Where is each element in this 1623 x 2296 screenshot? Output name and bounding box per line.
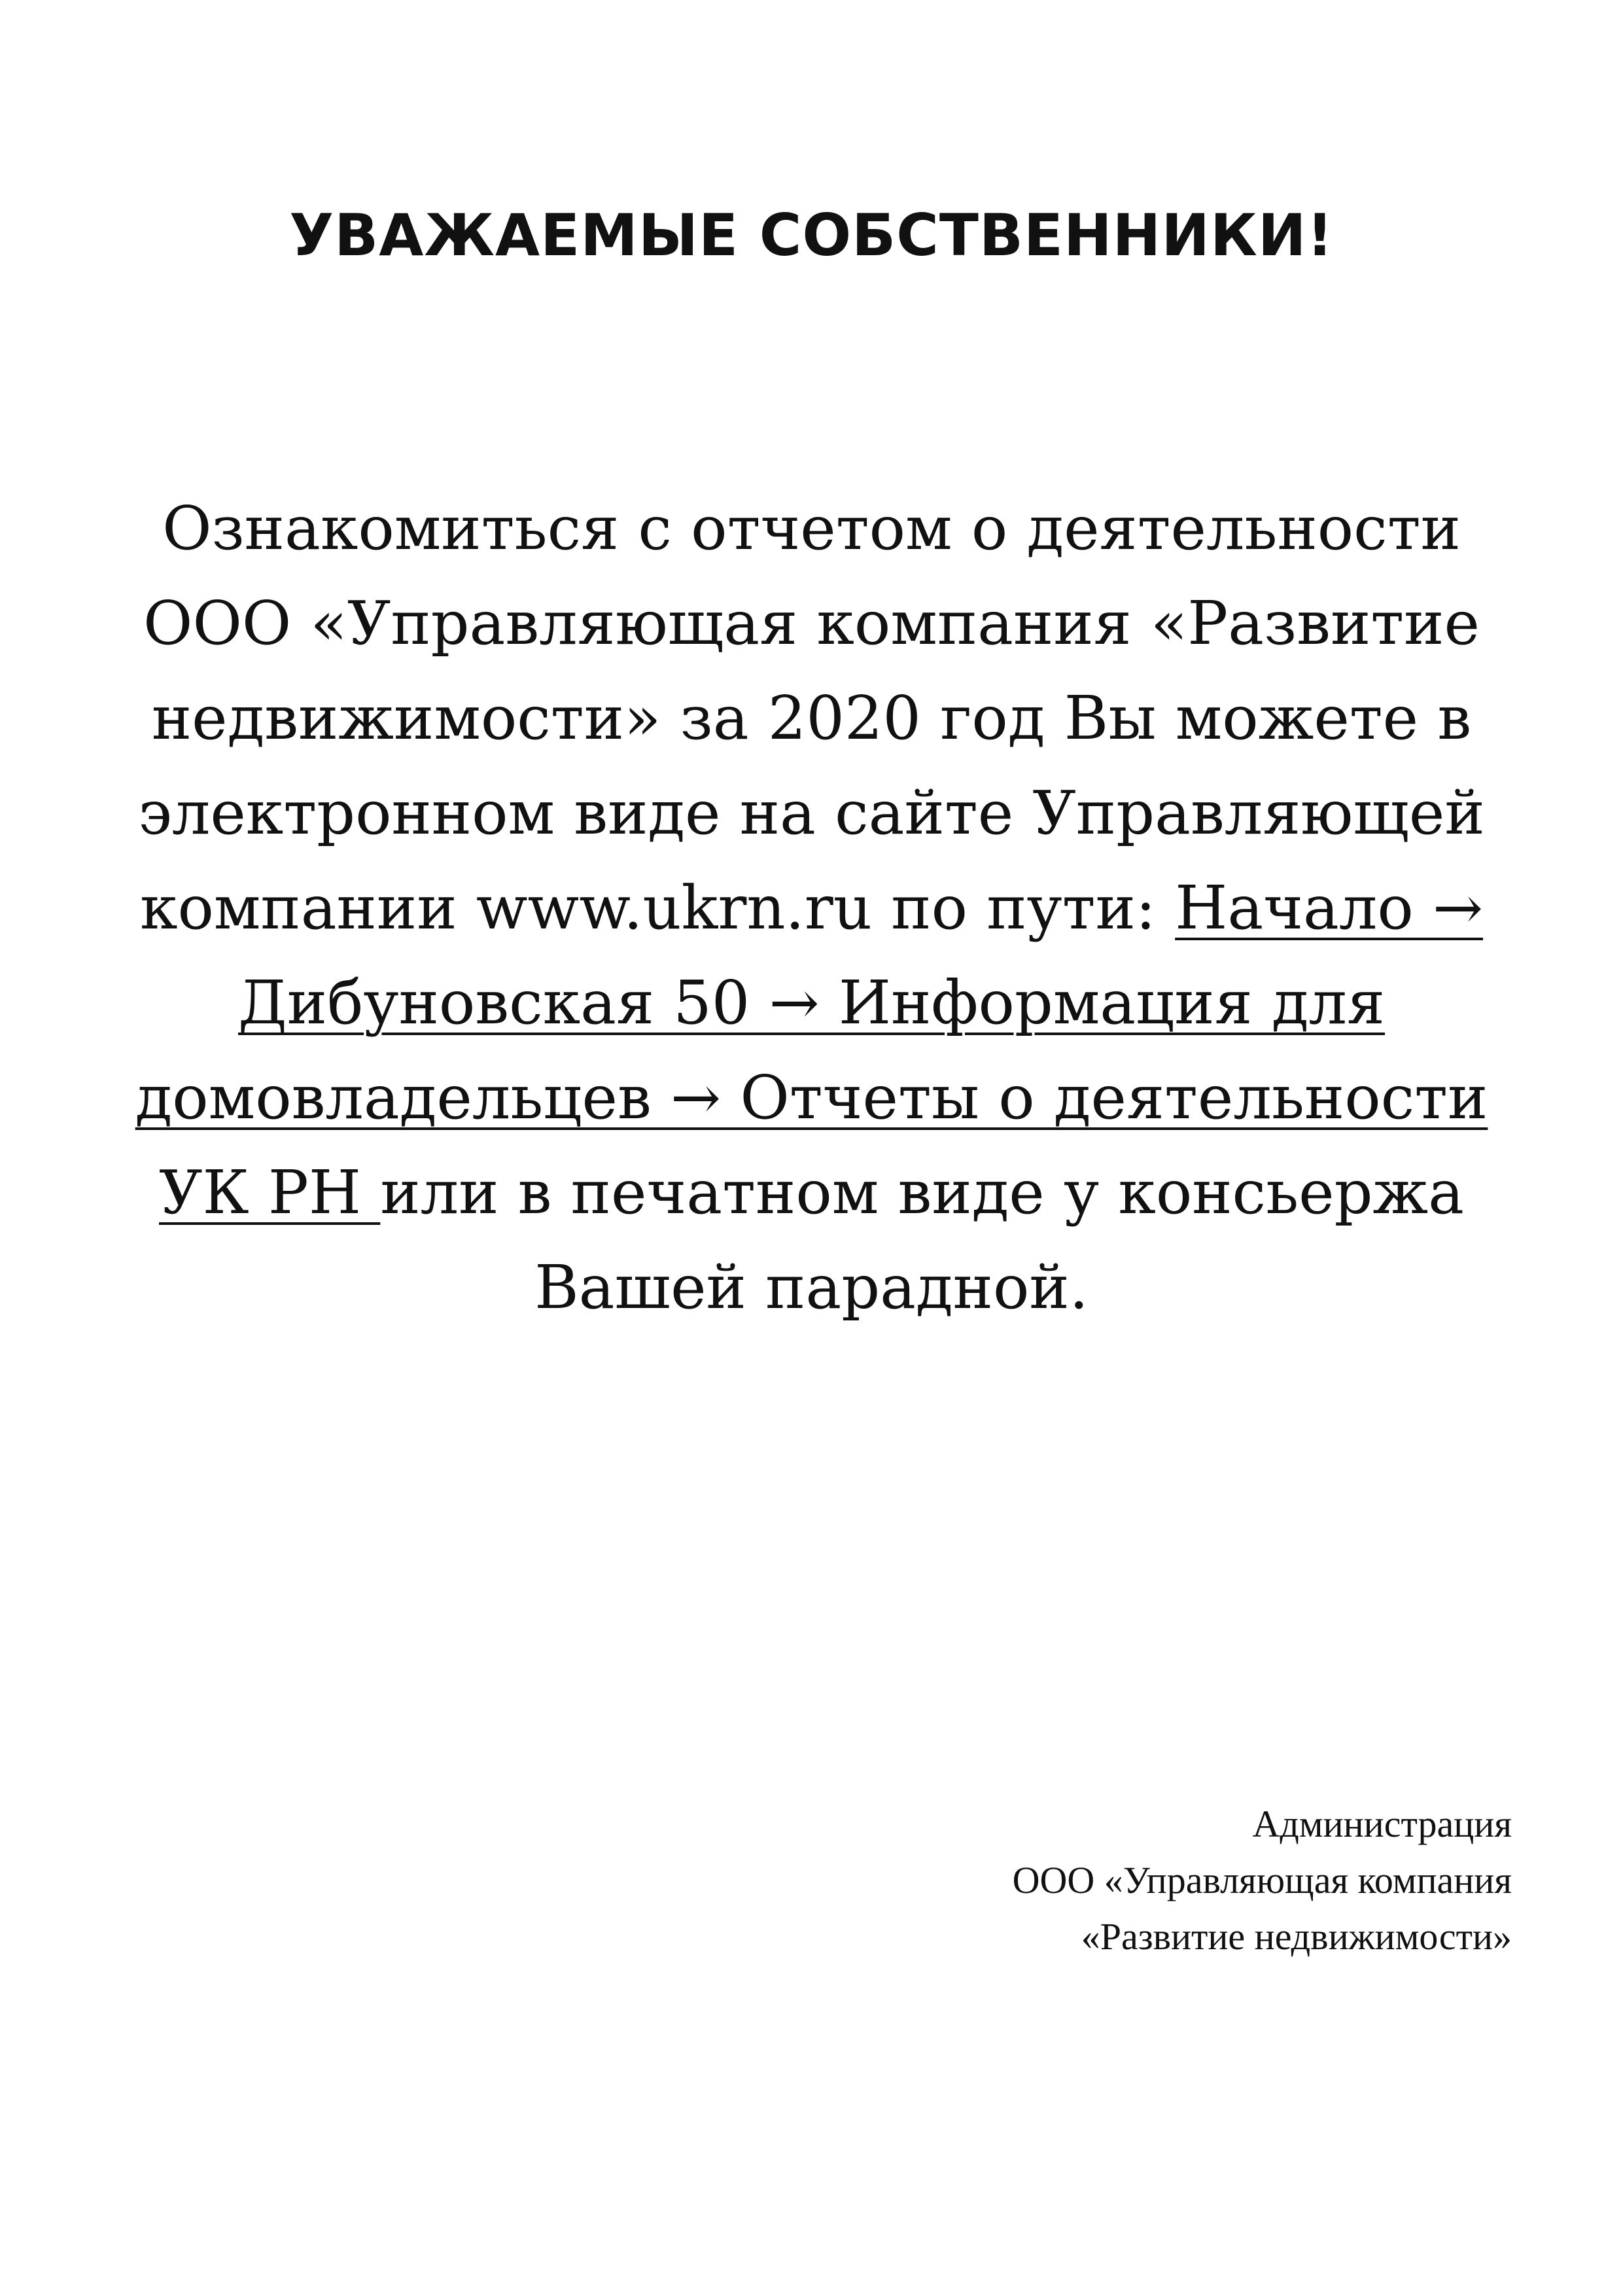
notice-body-outro: или в печатном виде у консьержа Вашей парадной.	[380, 1157, 1464, 1322]
notice-body-intro: Ознакомиться с отчетом о деятельности ООО «Управляющая компания «Развитие недвижимости» за 2020 год Вы можете в электронном виде на сайте Управляющей компании www.ukrn.ru по пути:	[138, 493, 1485, 943]
notice-body	[85, 481, 1538, 1335]
signature-line-company-name: «Развитие недвижимости»	[1081, 1915, 1512, 1958]
signature-line-company: ООО «Управляющая компания	[1012, 1859, 1512, 1901]
signature-block	[727, 1796, 1512, 1965]
site-path-link[interactable]: Начало → Дибуновская 50 → Информация для домовладельцев → Отчеты о деятельности УК РН	[135, 873, 1488, 1227]
notice-heading: УВАЖАЕМЫЕ СОБСТВЕННИКИ!	[289, 202, 1334, 269]
signature-line-administration: Администрация	[1252, 1803, 1512, 1845]
